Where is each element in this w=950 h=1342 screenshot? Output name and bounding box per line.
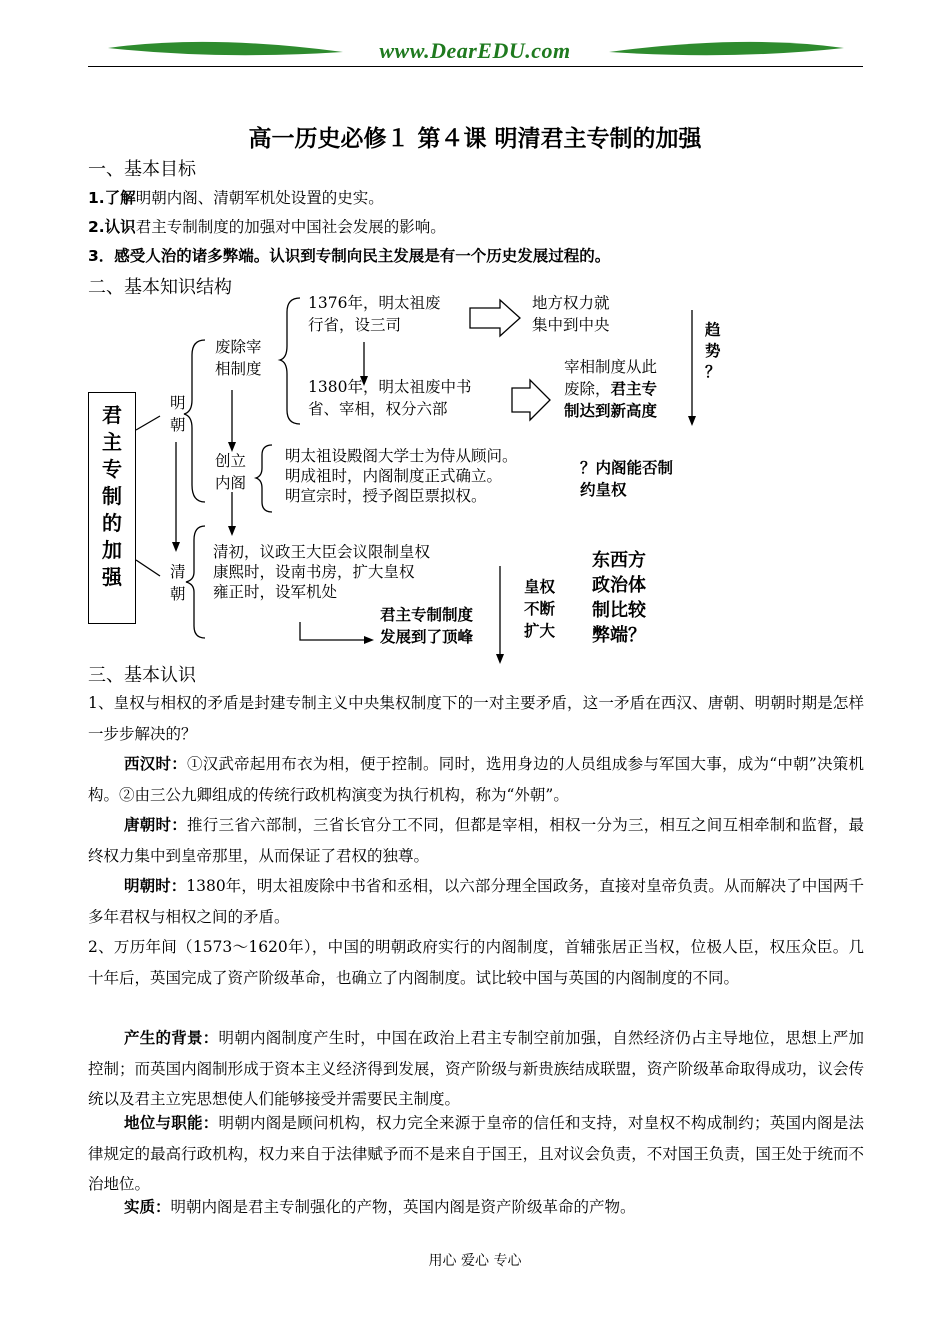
answer-text: 推行三省六部制，三省长官分工不同，但都是宰相，相权一分为三，相互之间互相牵制和监督，最终权力集中到皇帝那里，从而保证了君权的独尊。 [88,816,864,865]
answer-1-western-han [88,749,864,810]
answer-2-essence [88,1192,864,1223]
label-ming: 明 朝 [170,394,186,434]
label-abolish: 废除宰 相制度 [215,338,262,378]
peak-label: 君主专制制度 发展到了顶峰 [380,606,474,646]
arrow-to-peak [300,622,368,640]
result-local-power: 地方权力就 集中到中央 [532,294,610,334]
answer-label: 实质： [124,1198,171,1216]
arrowhead-peak [364,636,374,644]
answer-label: 西汉时： [124,755,187,773]
block-arrow-local [470,300,520,336]
answer-1-ming [88,871,864,932]
event-1380: 1380年，明太祖废中书 省、宰相，权分六部 [308,378,472,418]
label-qing: 清 朝 [170,563,186,603]
question-1: 1、皇权与相权的矛盾是封建专制主义中央集权制度下的一对主要矛盾，这一矛盾在西汉、唐朝、明朝时期是怎样一步步解决的？ [88,694,864,743]
objective-2 [88,215,446,237]
answer-1-tang [88,810,864,871]
qing-points: 清初，议政王大臣会议限制皇权 康熙时，设南书房，扩大皇权 雍正时，设军机处 [213,543,431,601]
objective-3: 3．感受人治的诸多弊端。认识到专制向民主发展是有一个历史发展过程的。 [88,247,611,265]
arrowhead-ming-qing [172,542,180,552]
question-2: 2、万历年间（1573～1620年），中国的明朝政府实行的内阁制度，首辅张居正当权，位极人臣，权压众臣。几十年后，英国完成了资产阶级革命，也确立了内阁制度。试比较中国与英国的内阁制度的不同。 [88,938,864,987]
site-url: www.DearEDU.com [379,38,571,63]
label-cabinet: 创立 内阁 [215,452,247,492]
compare-question: 东西方 政治体 制比较 弊端？ [592,550,646,646]
section2-heading: 二、基本知识结构 [88,277,232,298]
answer-label: 产生的背景： [124,1029,219,1047]
answer-2-status [88,1108,864,1200]
arrowhead-imperial [496,654,504,664]
result-chancellor-line1: 宰相制度从此 废除， [564,358,658,398]
brace-abolish [280,298,300,424]
arrowhead-trend [688,416,696,426]
cabinet-question: ？内阁能否制 约皇权 [580,459,674,499]
cabinet-points: 明太祖设殿阁大学士为侍从顾问。 明成祖时，内阁制度正式确立。 明宣宗时，授予阁臣票拟权。 [285,447,518,505]
connector-ming [136,416,160,430]
section1-heading: 一、基本目标 [88,159,196,180]
footer-motto: 用心 爱心 专心 [428,1253,522,1269]
answer-text: 1380年，明太祖废除中书省和丞相，以六部分理全国政务，直接对皇帝负责。从而解决了中国两千多年君权与相权之间的矛盾。 [88,877,864,926]
block-arrow-chancellor [512,380,550,420]
objective-2-text: 君主专制制度的加强对中国社会发展的影响。 [135,218,446,236]
answer-text: 明朝内阁是君主专制强化的产物，英国内阁是资产阶级革命的产物。 [170,1198,636,1216]
objective-1 [88,186,384,208]
answer-text: 明朝内阁制度产生时，中国在政治上君主专制空前加强，自然经济仍占主导地位，思想上严加控制；而英国内阁制形成于资本主义经济得到发展，资产阶级与新贵族结成联盟，资产阶级革命取得成功，议会传统以及君主立宪思想使人们能够接受并需要民主制度。 [88,1029,864,1108]
result-chancellor-bold: 君主专 [610,380,658,398]
answer-text: 明朝内阁是顾问机构，权力完全来源于皇帝的信任和支持，对皇权不构成制约；英国内阁是法律规定的最高行政机构，权力来自于法律赋予而不是来自于国王，且对议会负责，不对国王负责，国王处于统而不治地位。 [88,1114,864,1193]
event-1376: 1376年，明太祖废 行省，设三司 [308,294,441,334]
section3-heading: 三、基本认识 [88,665,196,686]
answer-label: 地位与职能： [124,1114,219,1132]
brace-cabinet [256,445,272,512]
connector-qing [136,560,160,576]
trend-label: 趋 势 ？ [705,321,721,381]
arrowhead-cabinet-qing [228,526,236,536]
answer-label: 明朝时： [124,877,187,895]
imperial-power-label: 皇权 不断 扩大 [524,578,556,640]
answer-2-background [88,1023,864,1115]
result-chancellor-line3: 制达到新高度 [564,402,658,420]
answer-label: 唐朝时： [124,816,187,834]
objective-1-lead: 1.了解 [88,189,136,207]
result-chancellor [564,356,657,422]
answer-text: ①汉武帝起用布衣为相，便于控制。同时，选用身边的人员组成参与军国大事，成为“中朝”决策机构。②由三公九卿组成的传统行政机构演变为执行机构，称为“外朝”。 [88,755,864,804]
header-rule [88,66,863,67]
objective-2-lead: 2.认识 [88,218,136,236]
objective-1-text: 明朝内阁、清朝军机处设置的史实。 [135,189,384,207]
page-title: 高一历史必修１ 第４课 明清君主专制的加强 [248,125,702,152]
main-concept-label: 君主专制的加强 [102,403,122,589]
